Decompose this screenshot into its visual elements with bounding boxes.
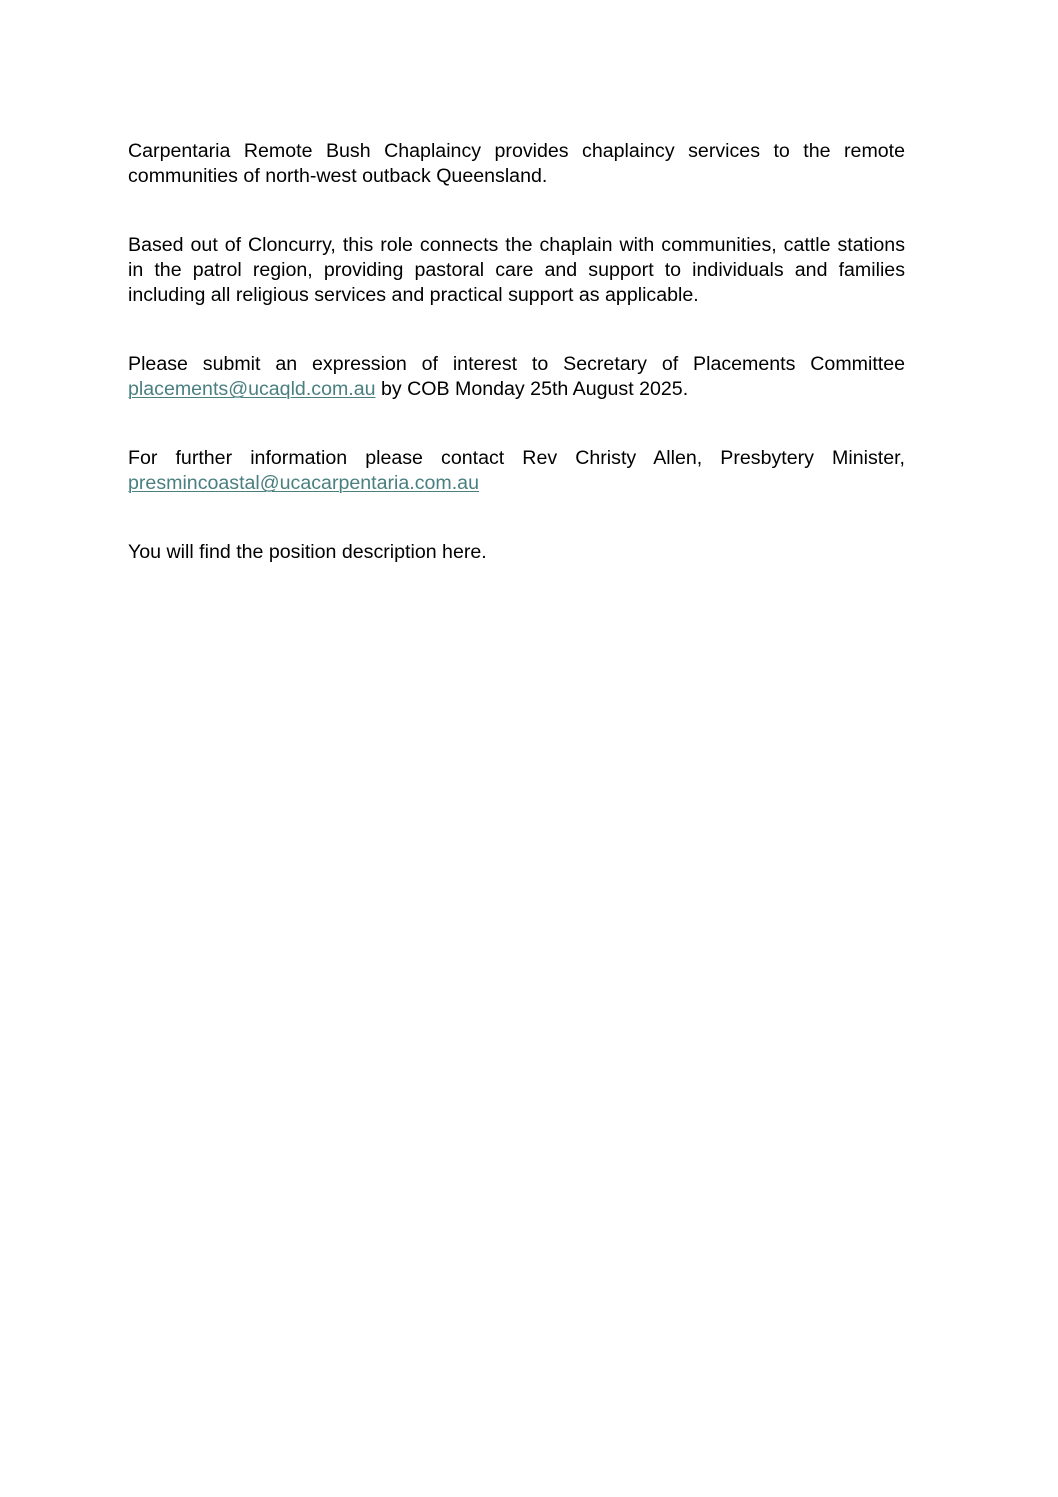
- contact-paragraph: [128, 446, 905, 496]
- document-body: [128, 139, 905, 609]
- submit-text-after: by COB Monday 25th August 2025.: [375, 378, 689, 400]
- submit-paragraph: [128, 352, 905, 402]
- role-paragraph: Based out of Cloncurry, this role connects the chaplain with communities, cattle stations in the patrol region, providing pastoral care and support to individuals and families including all religious services and practical support as applicable.: [128, 234, 905, 306]
- submit-text-before: Please submit an expression of interest to Secretary of Placements Committee: [128, 353, 905, 375]
- position-description-paragraph: You will find the position description here.: [128, 541, 487, 563]
- contact-text-before: For further information please contact Rev Christy Allen, Presbytery Minister,: [128, 447, 905, 469]
- presmin-email-link[interactable]: presmincoastal@ucacarpentaria.com.au: [128, 472, 479, 494]
- placements-email-link[interactable]: placements@ucaqld.com.au: [128, 378, 376, 400]
- intro-paragraph: Carpentaria Remote Bush Chaplaincy provides chaplaincy services to the remote communities of north-west outback Queensland.: [128, 140, 905, 187]
